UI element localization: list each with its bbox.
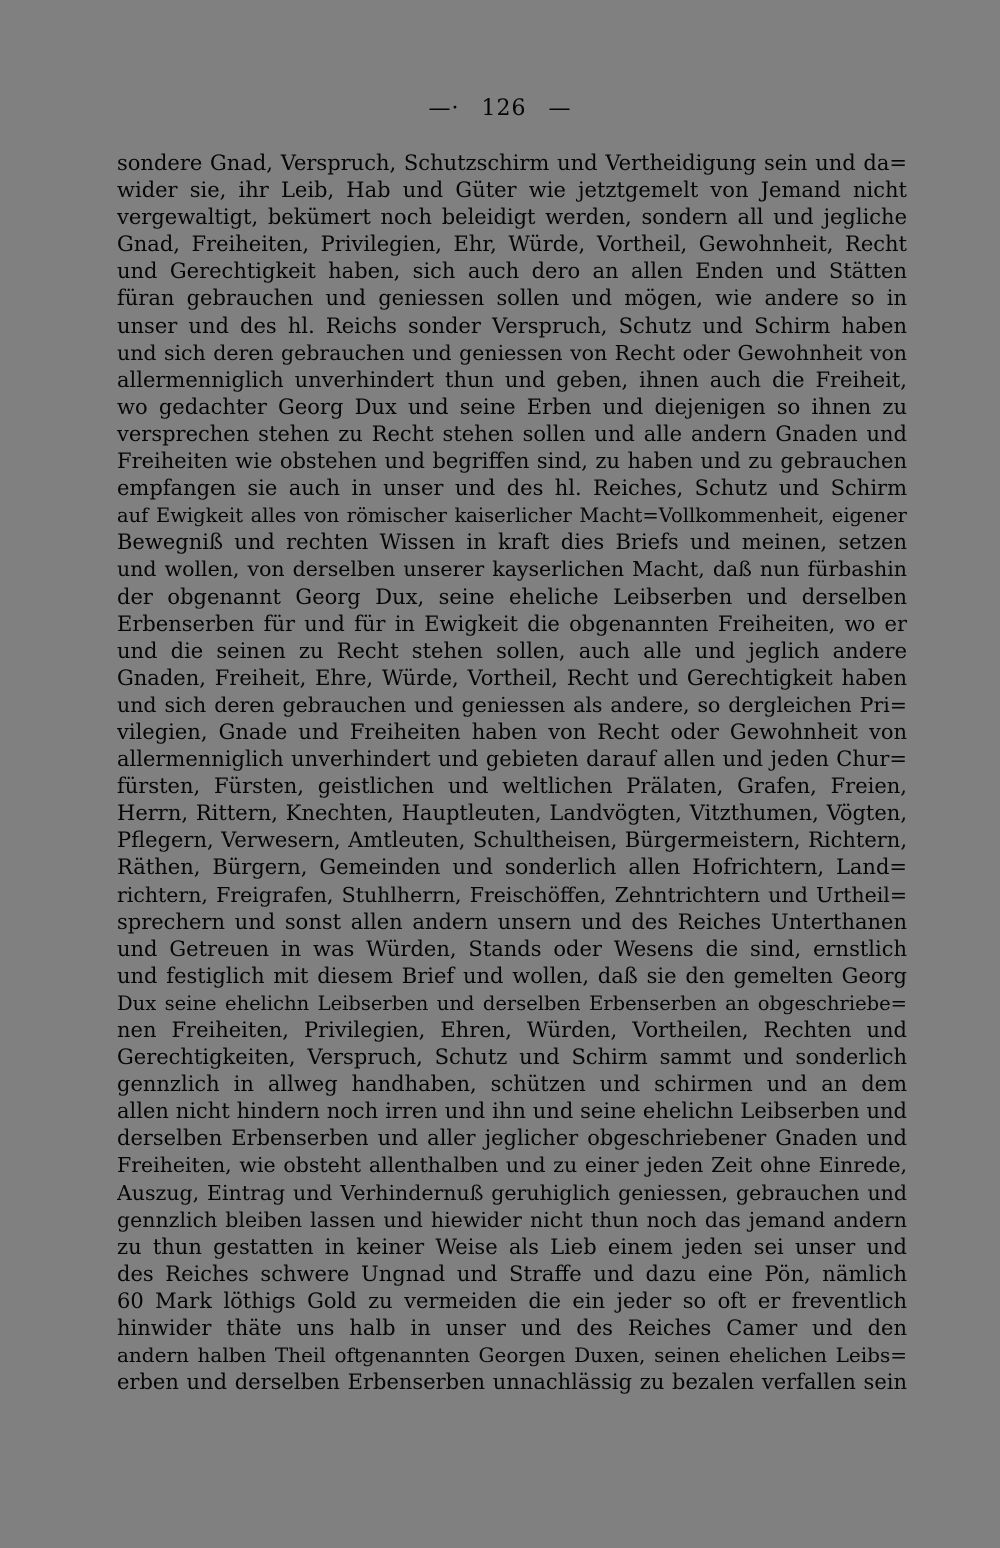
text-line: allermenniglich unverhindert thun und geben, ihnen auch die Freiheit, bbox=[117, 367, 907, 392]
text-line: und die seinen zu Recht stehen sollen, auch alle und jeglich andere bbox=[117, 638, 907, 663]
text-line: andern halben Theil oftgenannten Georgen Duxen, seinen ehelichen Leibs= bbox=[117, 1343, 907, 1368]
text-line: Herrn, Rittern, Knechten, Hauptleuten, Landvögten, Vitzthumen, Vögten, bbox=[117, 801, 907, 826]
text-line: gennzlich in allweg handhaben, schützen und schirmen und an dem bbox=[117, 1072, 907, 1097]
text-line: und Gerechtigkeit haben, sich auch dero an allen Enden und Stätten bbox=[117, 259, 907, 284]
text-line: des Reiches schwere Ungnad und Straffe und dazu eine Pön, nämlich bbox=[117, 1261, 907, 1286]
text-line: füran gebrauchen und geniessen sollen und mögen, wie andere so in bbox=[117, 286, 907, 311]
text-line: und Getreuen in was Würden, Stands oder Wesens die sind, ernstlich bbox=[117, 936, 907, 961]
text-line: sondere Gnad, Verspruch, Schutzschirm und Vertheidigung sein und da= bbox=[117, 151, 907, 175]
text-line: sprechern und sonst allen andern unsern und des Reiches Unterthanen bbox=[117, 909, 907, 934]
text-line: Gerechtigkeiten, Verspruch, Schutz und Schirm sammt und sonderlich bbox=[117, 1045, 907, 1070]
text-line: Gnaden, Freiheit, Ehre, Würde, Vortheil, Recht und Gerechtigkeit haben bbox=[117, 665, 907, 690]
text-line: Auszug, Eintrag und Verhindernuß geruhiglich geniessen, gebrauchen und bbox=[117, 1180, 907, 1205]
text-line: und festiglich mit diesem Brief und wollen, daß sie den gemelten Georg bbox=[117, 963, 907, 988]
text-line: hinwider thäte uns halb in unser und des Reiches Camer und den bbox=[117, 1316, 907, 1341]
text-line: richtern, Freigrafen, Stuhlherrn, Freischöffen, Zehntrichtern und Urtheil= bbox=[117, 882, 907, 907]
page-number: 126 bbox=[481, 96, 527, 121]
text-line: und sich deren gebrauchen und geniessen von Recht oder Gewohnheit von bbox=[117, 340, 907, 365]
text-line: Gnad, Freiheiten, Privilegien, Ehr, Würde, Vortheil, Gewohnheit, Recht bbox=[117, 232, 907, 257]
text-line: und sich deren gebrauchen und geniessen als andere, so dergleichen Pri= bbox=[117, 692, 907, 717]
header-left-dash: —· bbox=[428, 96, 460, 121]
text-line: versprechen stehen zu Recht stehen sollen und alle andern Gnaden und bbox=[117, 421, 907, 446]
text-line: allermenniglich unverhindert und gebieten darauf allen und jeden Chur= bbox=[117, 747, 907, 772]
text-line: Freiheiten wie obstehen und begriffen sind, zu haben und zu gebrauchen bbox=[117, 449, 907, 474]
text-line: allen nicht hindern noch irren und ihn und seine ehelichn Leibserben und bbox=[117, 1099, 907, 1124]
text-line: derselben Erbenserben und aller jeglicher obgeschriebener Gnaden und bbox=[117, 1126, 907, 1151]
text-line: unser und des hl. Reichs sonder Verspruch, Schutz und Schirm haben bbox=[117, 313, 907, 338]
text-line: Räthen, Bürgern, Gemeinden und sonderlich allen Hofrichtern, Land= bbox=[117, 855, 907, 880]
text-line: Freiheiten, wie obsteht allenthalben und zu einer jeden Zeit ohne Einrede, bbox=[117, 1153, 907, 1178]
text-line: Dux seine ehelichn Leibserben und derselben Erbenserben an obgeschriebe= bbox=[117, 991, 907, 1015]
body-text bbox=[117, 150, 907, 1396]
text-line: vergewaltigt, bekümert noch beleidigt werden, sondern all und jegliche bbox=[117, 205, 907, 230]
text-line: vilegien, Gnade und Freiheiten haben von Recht oder Gewohnheit von bbox=[117, 719, 907, 744]
text-line: und wollen, von derselben unserer kayserlichen Macht, daß nun fürbashin bbox=[117, 557, 907, 582]
text-line: fürsten, Fürsten, geistlichen und weltlichen Prälaten, Grafen, Freien, bbox=[117, 774, 907, 799]
header-right-dash: — bbox=[548, 96, 572, 121]
text-line: Bewegniß und rechten Wissen in kraft dies Briefs und meinen, setzen bbox=[117, 530, 907, 555]
text-line: der obgenannt Georg Dux, seine eheliche Leibserben und derselben bbox=[117, 584, 907, 609]
text-line: wider sie, ihr Leib, Hab und Güter wie jetztgemelt von Jemand nicht bbox=[117, 178, 907, 203]
text-line: empfangen sie auch in unser und des hl. Reiches, Schutz und Schirm bbox=[117, 476, 907, 501]
text-line: 60 Mark löthigs Gold zu vermeiden die ein jeder so oft er freventlich bbox=[117, 1288, 907, 1313]
text-line: nen Freiheiten, Privilegien, Ehren, Würden, Vortheilen, Rechten und bbox=[117, 1018, 907, 1042]
text-line: erben und derselben Erbenserben unnachlässig zu bezalen verfallen sein bbox=[117, 1370, 907, 1395]
text-line: gennzlich bleiben lassen und hiewider nicht thun noch das jemand andern bbox=[117, 1207, 907, 1232]
text-line: Pflegern, Verwesern, Amtleuten, Schultheisen, Bürgermeistern, Richtern, bbox=[117, 828, 907, 853]
text-line: zu thun gestatten in keiner Weise als Lieb einem jeden sei unser und bbox=[117, 1234, 907, 1259]
page-header bbox=[0, 96, 1000, 121]
text-line: auf Ewigkeit alles von römischer kaiserlicher Macht=Vollkommenheit, eigener bbox=[117, 504, 907, 528]
text-line: wo gedachter Georg Dux und seine Erben und diejenigen so ihnen zu bbox=[117, 394, 907, 419]
text-line: Erbenserben für und für in Ewigkeit die obgenannten Freiheiten, wo er bbox=[117, 611, 907, 636]
